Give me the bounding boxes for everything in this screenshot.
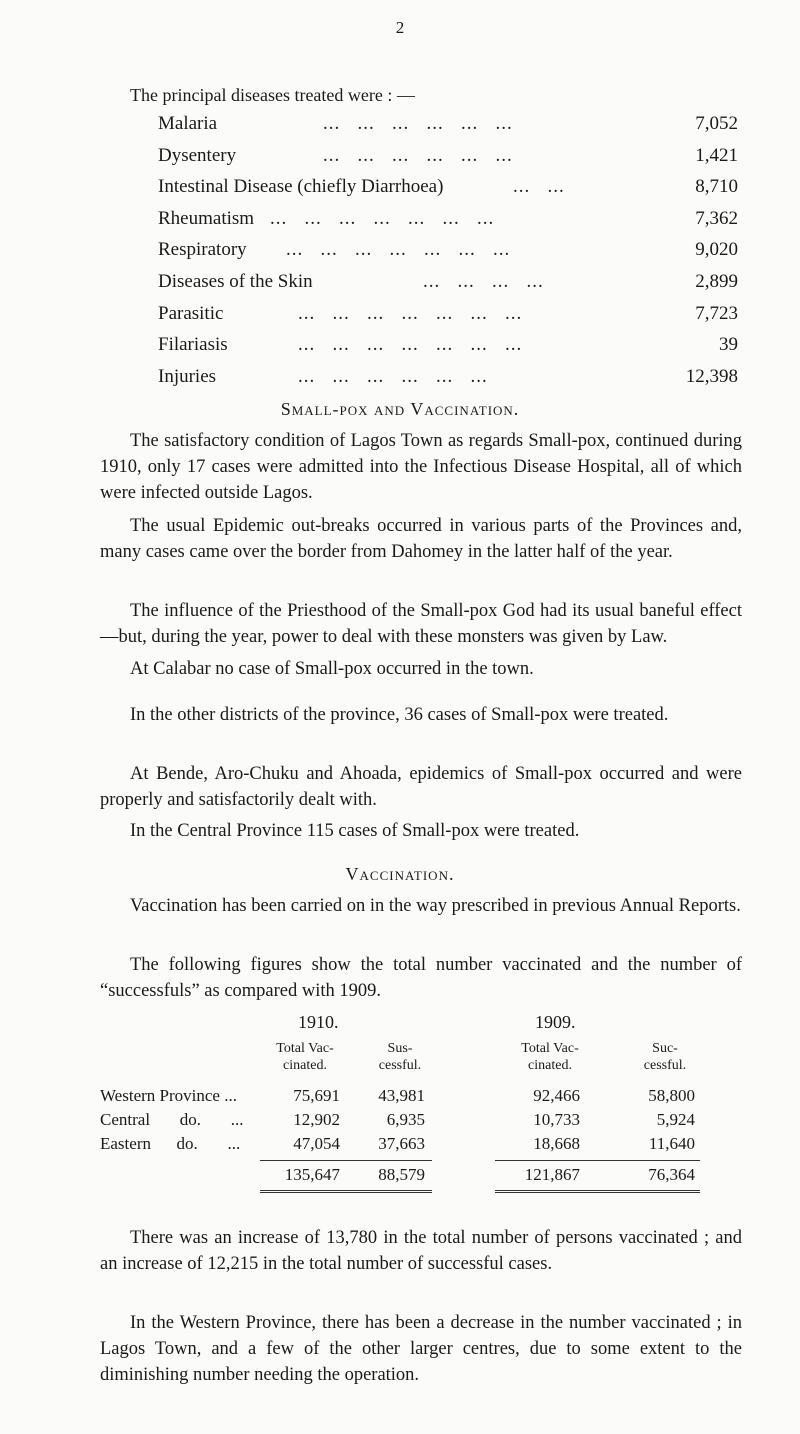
page-number: 2 <box>395 18 405 37</box>
table-row <box>100 1110 742 1133</box>
total-rule-1910 <box>260 1190 432 1193</box>
paragraph: In the other districts of the province, 36 cases of Small-pox were treated. <box>130 705 669 725</box>
cell: 43,981 <box>378 1086 425 1105</box>
diseases-intro: The principal diseases treated were : — <box>130 85 415 105</box>
disease-name: Malaria <box>158 113 218 134</box>
cell: 11,640 <box>648 1134 695 1153</box>
paragraph: The influence of the Priesthood of the Small-pox God had its usual baneful effect—but, during the year, power to deal with these monsters was given by Law. <box>100 601 742 647</box>
paragraph: Vaccination has been carried on in the way prescribed in previous Annual Reports. <box>130 896 741 916</box>
disease-count: 1,421 <box>695 144 738 166</box>
totals-row <box>100 1165 742 1188</box>
disease-count: 7,362 <box>695 207 738 229</box>
sum-rule-1909 <box>495 1160 700 1161</box>
disease-name: Parasitic <box>158 302 224 324</box>
disease-row: Rheumatism ... ... ... ... ... ... ... 7,362 <box>158 207 738 229</box>
year-1909: 1909. <box>535 1012 576 1032</box>
disease-name: Diseases of the Skin <box>158 270 313 292</box>
cell: 76,364 <box>648 1165 695 1184</box>
cell: 135,647 <box>284 1165 340 1184</box>
paragraph: In the Central Province 115 cases of Small-pox were treated. <box>130 821 580 841</box>
cell: 12,902 <box>293 1110 340 1129</box>
disease-row: Parasitic ... ... ... ... ... ... ... 7,723 <box>158 302 738 324</box>
cell: 5,924 <box>656 1110 695 1129</box>
year-1910: 1910. <box>298 1012 339 1032</box>
disease-row: Filariasis ... ... ... ... ... ... ... 39 <box>158 334 738 356</box>
paragraph: There was an increase of 13,780 in the total number of persons vaccinated ; and an increase of 12,215 in the total number of successful cases. <box>100 1228 742 1274</box>
disease-name: Intestinal Disease (chiefly Diarrhoea) <box>158 176 444 198</box>
disease-count: 9,020 <box>695 239 738 261</box>
paragraph: The usual Epidemic out-breaks occurred in various parts of the Provinces and, many cases came over the border from Dahomey in the latter half of the year. <box>100 516 742 562</box>
disease-count: 7,723 <box>695 302 738 324</box>
table-row <box>100 1086 742 1109</box>
paragraph: The satisfactory condition of Lagos Town as regards Small-pox, continued during 1910, only 17 cases were admitted into the Infectious Disease Hospital, all of which were infected outside Lagos. <box>100 431 742 503</box>
disease-count: 7,052 <box>695 113 738 134</box>
disease-row: Injuries ... ... ... ... ... ... 12,398 <box>158 365 738 387</box>
disease-name: Dysentery <box>158 144 237 166</box>
cell: 88,579 <box>378 1165 425 1184</box>
row-label: Eastern do. ... <box>100 1134 241 1153</box>
paragraph: At Bende, Aro-Chuku and Ahoada, epidemics of Small-pox occurred and were properly and satisfactorily dealt with. <box>100 764 742 810</box>
col-successful-1909: Suc- cessful. <box>643 1041 687 1073</box>
row-label: Central do. ... <box>100 1110 244 1129</box>
section-heading-smallpox: Small-pox and Vaccination. <box>280 399 520 419</box>
col-total-1909: Total Vac- cinated. <box>521 1041 579 1073</box>
disease-row: Diseases of the Skin ... ... ... ... 2,899 <box>158 270 738 292</box>
paragraph: At Calabar no case of Small-pox occurred in the town. <box>130 659 534 679</box>
disease-count: 8,710 <box>695 176 738 198</box>
paragraph: The following figures show the total number vaccinated and the number of “successfuls” as compared with 1909. <box>100 955 742 1001</box>
col-successful-1910: Sus- cessful. <box>378 1041 422 1073</box>
cell: 75,691 <box>293 1086 340 1105</box>
disease-name: Rheumatism <box>158 207 255 229</box>
disease-count: 2,899 <box>695 270 738 292</box>
paragraph: In the Western Province, there has been a decrease in the number vaccinated ; in Lagos Town, and a few of the other larger centres, due to some extent to the diminishing number needing the operation. <box>100 1313 742 1385</box>
cell: 47,054 <box>293 1134 340 1153</box>
disease-row: Dysentery ... ... ... ... ... ... 1,421 <box>158 144 738 166</box>
cell: 10,733 <box>533 1110 580 1129</box>
table-row <box>100 1134 742 1157</box>
cell: 37,663 <box>378 1134 425 1153</box>
section-heading-vaccination: Vaccination. <box>345 864 455 884</box>
sum-rule-1910 <box>260 1160 432 1161</box>
disease-name: Injuries <box>158 365 217 387</box>
vaccination-table <box>100 1012 742 1212</box>
cell: 58,800 <box>648 1086 695 1105</box>
disease-name: Respiratory <box>158 239 247 261</box>
col-total-1910: Total Vac- cinated. <box>276 1041 334 1073</box>
disease-row: Respiratory ... ... ... ... ... ... ... 9,020 <box>158 239 738 261</box>
disease-count: 39 <box>719 334 738 356</box>
total-rule-1909 <box>495 1190 700 1193</box>
disease-name: Filariasis <box>158 334 228 356</box>
cell: 18,668 <box>533 1134 580 1153</box>
row-label: Western Province ... <box>100 1086 237 1105</box>
disease-row: Malaria ... ... ... ... ... ... 7,052 <box>158 113 738 134</box>
disease-row: Intestinal Disease (chiefly Diarrhoea) ... ... 8,710 <box>158 176 738 198</box>
cell: 6,935 <box>386 1110 425 1129</box>
cell: 121,867 <box>524 1165 580 1184</box>
cell: 92,466 <box>533 1086 580 1105</box>
disease-count: 12,398 <box>685 365 738 387</box>
